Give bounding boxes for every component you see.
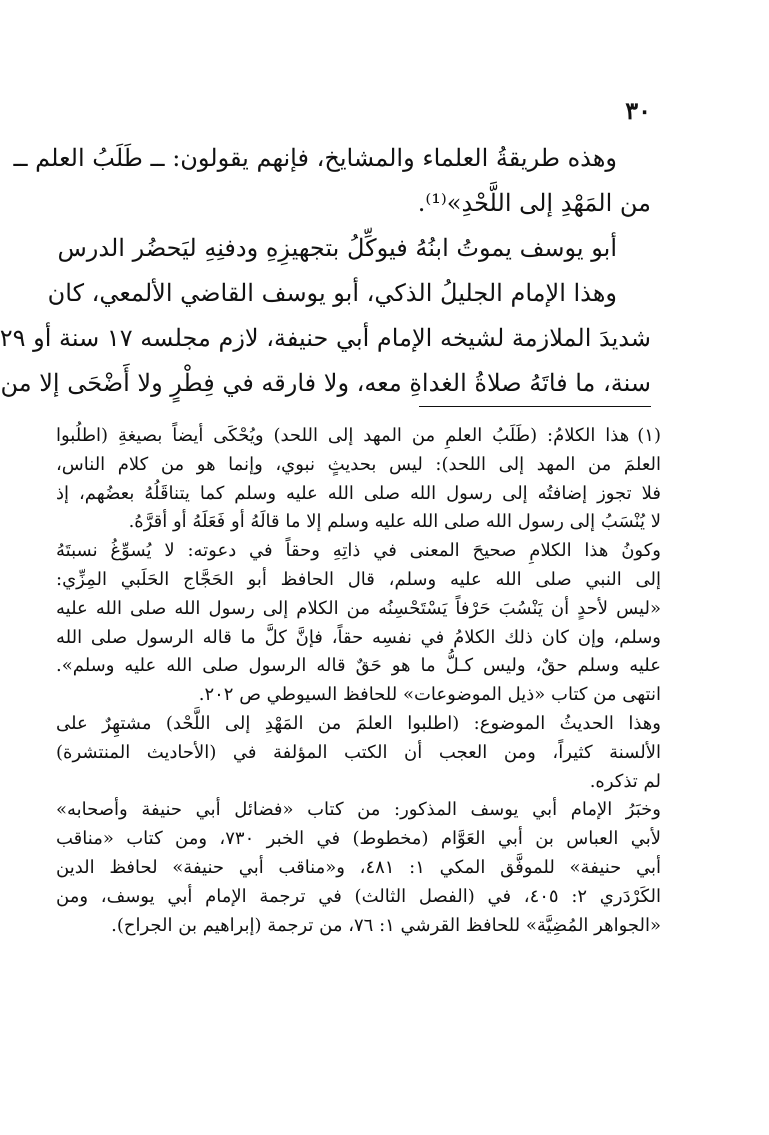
footnote-line: الألسنة كثيراً، ومن العجب أن الكتب المؤلفة في (الأحاديث المنتشرة)	[56, 741, 661, 763]
footnote-line: لأبي العباس بن أبي العَوَّام (مخطوط) في الخبر ٧٣٠، ومن كتاب «مناقب	[56, 828, 661, 850]
main-text	[0, 136, 651, 406]
footnote-line: لم تذكره.	[589, 770, 661, 792]
footnote-separator	[419, 406, 651, 407]
footnote-line	[56, 422, 661, 451]
footnote-line: وخبَرُ الإمام أبي يوسف المذكور: من كتاب «فضائل أبي حنيفة وأصحابه»	[56, 799, 661, 821]
footnote-line: وهذا الحديثُ الموضوع: (اطلبوا العلمَ من المَهْدِ إلى اللَّحْد) مشتهِرٌ على	[56, 712, 661, 734]
footnote-line: أبي حنيفة» للموفَّق المكي ١: ٤٨١، و«مناقب أبي حنيفة» لحافظ الدين	[56, 856, 662, 878]
footnote-marker: (١)	[637, 425, 661, 446]
footnote-line: «ليس لأحدٍ أن يَنْسُبَ حَرْفاً يَسْتَحْسِنُه من الكلام إلى رسول الله صلى الله عليه	[56, 597, 661, 619]
main-line: أبو يوسف يموتُ ابنُهُ فيوكِّلُ بتجهيزِهِ ودفنِهِ ليَحضُر الدرس	[57, 234, 617, 262]
footnote-line: فلا تجوز إضافتُه إلى رسول الله صلى الله عليه وسلم كما يتناقَلُهُ بعضُهم، إذ	[56, 482, 661, 504]
footnote-line: وكونُ هذا الكلامِ صحيحَ المعنى في ذاتِهِ وحقاً في دعوته: لا يُسوِّغُ نسبتَهُ	[56, 540, 661, 562]
footnote-line: وسلم، وإن كان ذلك الكلامُ في نفسِه حقاً، فإنَّ كلَّ ما قاله الرسول صلى الله	[56, 626, 661, 648]
main-line: وهذا الإمام الجليلُ الذكي، أبو يوسف القاضي الألمعي، كان	[47, 279, 617, 307]
main-line: شديدَ الملازمة لشيخه الإمام أبي حنيفة، لازم مجلسه ١٧ سنة أو ٢٩	[0, 324, 651, 352]
footnote-line: الكَرْدَري ٢: ٤٠٥، في (الفصل الثالث) في ترجمة الإمام أبي يوسف، ومن	[56, 885, 661, 907]
footnote-line: لا يُنْسَبُ إلى رسول الله صلى الله عليه وسلم إلا ما قالَهُ أو فَعَلَهُ أو أقرَّهُ.	[128, 511, 661, 533]
page-number: ٣٠	[625, 96, 651, 125]
footnote-line: «الجواهر المُضِيَّة» للحافظ القرشي ١: ٧٦، من ترجمة (إبراهيم بن الجراح).	[111, 914, 661, 936]
footnote	[56, 422, 661, 940]
footnote-line: إلى النبي صلى الله عليه وسلم، قال الحافظ أبو الحَجَّاج الحَلَبي المِزِّي:	[56, 568, 661, 590]
footnote-line: انتهى من كتاب «ذيل الموضوعات» للحافظ السيوطي ص ٢٠٢.	[198, 684, 661, 706]
main-line: من المَهْدِ إلى اللَّحْدِ»⁽¹⁾.	[417, 189, 651, 217]
main-line: وهذه طريقةُ العلماء والمشايخ، فإنهم يقولون: ــ طَلَبُ العلم ــ	[13, 144, 617, 172]
footnote-text: هذا الكلامُ: (طَلَبُ العلمِ من المهد إلى اللحد) ويُحْكَى أيضاً بصيغةِ (اطلُبوا	[56, 425, 630, 446]
footnote-line: العلمَ من المهد إلى اللحد): ليس بحديثٍ نبوي، وإنما هو من كلام الناس،	[56, 453, 661, 475]
footnote-line: عليه وسلم حقٌ، وليس كـلُّ ما هو حَقٌ قاله الرسول صلى الله عليه وسلم».	[56, 655, 661, 677]
main-line: سنة، ما فاتَهُ صلاةُ الغداةِ معه، ولا فارقه في فِطْرٍ ولا أَضْحَى إلا من	[0, 369, 651, 397]
